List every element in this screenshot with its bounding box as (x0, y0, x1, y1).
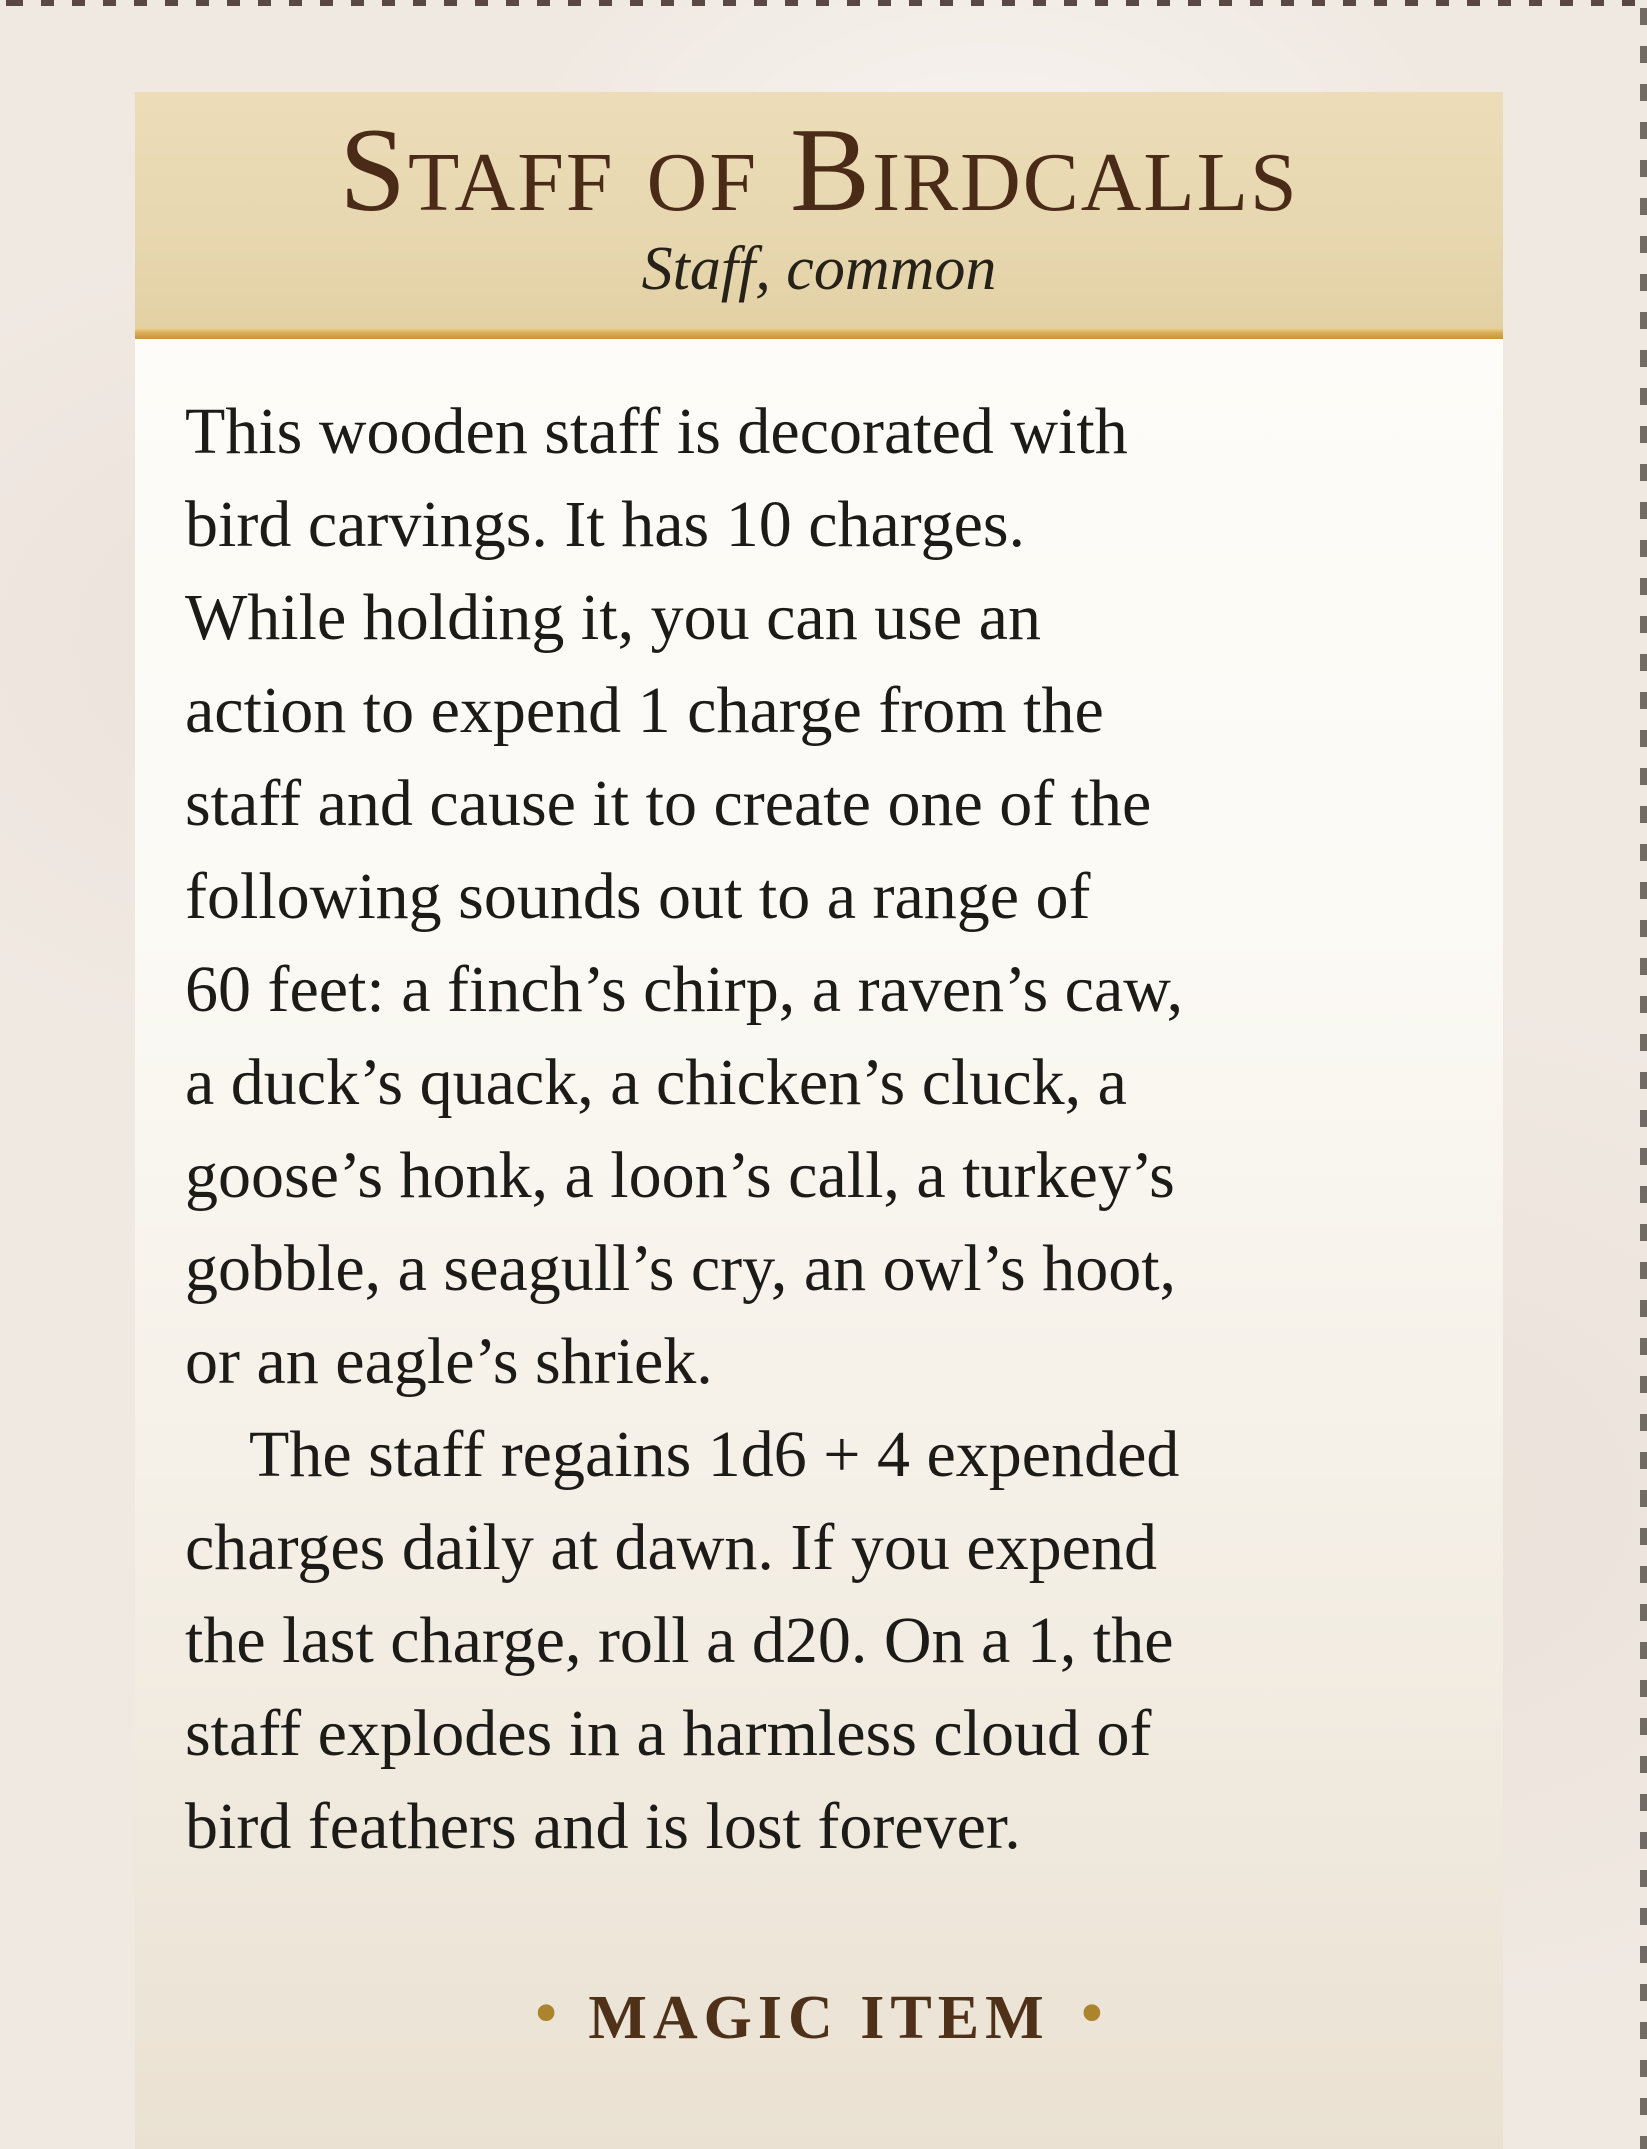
body-line: 60 feet: a finch’s chirp, a raven’s caw, (185, 953, 1184, 1026)
body-line: staff and cause it to create one of the (185, 767, 1152, 840)
header-gold-rule (135, 328, 1503, 339)
body-line: charges daily at dawn. If you expend (185, 1511, 1157, 1584)
card-description (185, 385, 1475, 1873)
body-line: bird feathers and is lost forever. (185, 1790, 1021, 1863)
card-type-label: MAGIC ITEM (588, 1984, 1050, 2052)
perforated-edge-right (1640, 8, 1647, 2149)
card-header-banner (135, 92, 1503, 328)
body-line: While holding it, you can use an (185, 581, 1041, 654)
footer-bullet-left-icon: • (533, 1975, 559, 2052)
card-title: Staff of Birdcalls (339, 103, 1299, 236)
body-line: or an eagle’s shriek. (185, 1325, 713, 1398)
body-line: gobble, a seagull’s cry, an owl’s hoot, (185, 1232, 1177, 1305)
body-line: This wooden staff is decorated with (185, 395, 1128, 468)
perforated-edge-top (0, 0, 1647, 6)
body-line: the last charge, roll a d20. On a 1, the (185, 1604, 1174, 1677)
card-type-footer (135, 1975, 1503, 2052)
body-line: following sounds out to a range of (185, 860, 1091, 933)
card-subtitle: Staff, common (641, 235, 997, 303)
body-line: staff explodes in a harmless cloud of (185, 1697, 1152, 1770)
body-line: a duck’s quack, a chicken’s cluck, a (185, 1046, 1127, 1119)
footer-bullet-right-icon: • (1079, 1975, 1105, 2052)
body-line: goose’s honk, a loon’s call, a turkey’s (185, 1139, 1175, 1212)
body-line: bird carvings. It has 10 charges. (185, 488, 1026, 561)
body-line: The staff regains 1d6 + 4 expended (249, 1418, 1180, 1491)
body-line: action to expend 1 charge from the (185, 674, 1104, 747)
